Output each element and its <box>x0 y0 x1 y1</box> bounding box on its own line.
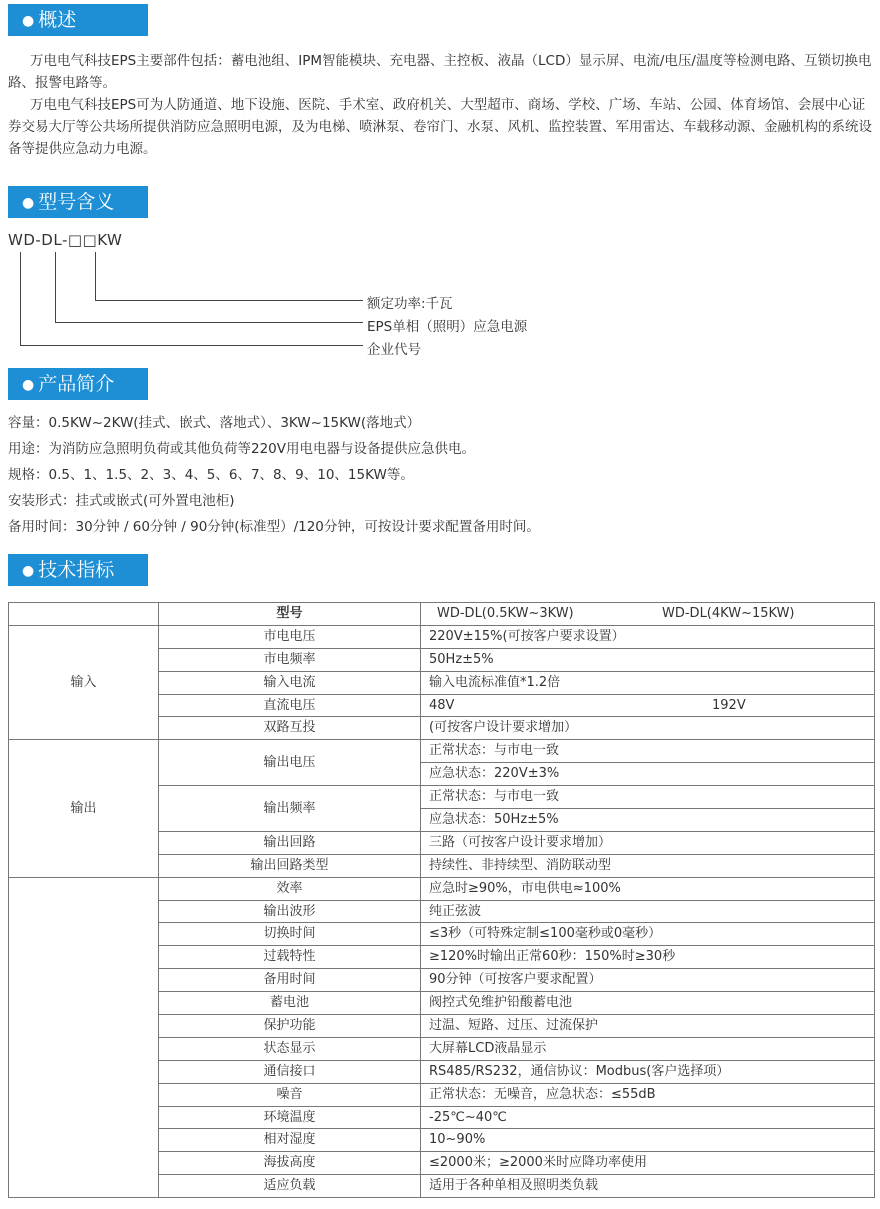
row-name: 切换时间 <box>159 923 421 946</box>
row-value: 正常状态：与市电一致 <box>421 786 875 809</box>
row-value-split <box>421 694 875 717</box>
row-name: 蓄电池 <box>159 992 421 1015</box>
intro-usage: 用途：为消防应急照明负荷或其他负荷等220V用电电器与设备提供应急供电。 <box>8 441 476 457</box>
intro-spec: 规格：0.5、1、1.5、2、3、4、5、6、7、8、9、10、15KW等。 <box>8 467 414 483</box>
bullet-icon: ● <box>22 13 35 29</box>
row-name: 输入电流 <box>159 671 421 694</box>
bullet-icon: ● <box>22 377 35 393</box>
row-name: 输出回路类型 <box>159 854 421 877</box>
row-name: 状态显示 <box>159 1037 421 1060</box>
section-header-overview <box>8 4 148 36</box>
row-value: 过温、短路、过压、过流保护 <box>421 1015 875 1038</box>
row-name: 双路互投 <box>159 717 421 740</box>
row-name: 直流电压 <box>159 694 421 717</box>
group-input: 输入 <box>9 625 159 739</box>
section-title: 技术指标 <box>38 559 115 581</box>
table-row <box>9 740 875 763</box>
row-name: 通信接口 <box>159 1060 421 1083</box>
row-name: 噪音 <box>159 1083 421 1106</box>
section-header-model <box>8 186 148 218</box>
row-value: 220V±15%(可按客户要求设置） <box>421 625 875 648</box>
section-title: 概述 <box>38 9 77 31</box>
header-models <box>421 603 875 626</box>
row-value: 持续性、非持续型、消防联动型 <box>421 854 875 877</box>
row-value: 三路（可按客户设计要求增加） <box>421 831 875 854</box>
intro-capacity: 容量：0.5KW~2KW(挂式、嵌式、落地式）、3KW~15KW(落地式） <box>8 415 421 431</box>
legend-line <box>20 345 363 346</box>
section-header-intro <box>8 368 148 400</box>
row-value: 90分钟（可按客户要求配置） <box>421 969 875 992</box>
row-value: 适用于各种单相及照明类负载 <box>421 1175 875 1198</box>
row-name: 保护功能 <box>159 1015 421 1038</box>
section-title: 型号含义 <box>38 191 115 213</box>
bullet-icon: ● <box>22 563 35 579</box>
overview-paragraph-1: 万电电气科技EPS主要部件包括：蓄电池组、IPM智能模块、充电器、主控板、液晶（LCD）显示屏、电流/电压/温度等检测电路、互锁切换电路、报警电路等。 <box>8 53 872 91</box>
row-value: ≤3秒（可特殊定制≤100毫秒或0毫秒） <box>421 923 875 946</box>
bullet-icon: ● <box>22 195 35 211</box>
row-name: 效率 <box>159 877 421 900</box>
intro-backup-time: 备用时间：30分钟 / 60分钟 / 90分钟(标准型）/120分钟，可按设计要求配置备用时间。 <box>8 519 540 535</box>
legend-power: 额定功率:千瓦 <box>367 296 453 312</box>
table-row <box>9 625 875 648</box>
row-value: 正常状态：无噪音，应急状态：≤55dB <box>421 1083 875 1106</box>
row-name: 输出回路 <box>159 831 421 854</box>
row-name: 适应负载 <box>159 1175 421 1198</box>
model-code: WD-DL-□□KW <box>8 231 123 249</box>
row-name: 输出波形 <box>159 900 421 923</box>
header-model-large: WD-DL(4KW~15KW) <box>662 605 795 621</box>
legend-line <box>55 252 56 323</box>
section-title: 产品简介 <box>38 373 115 395</box>
table-cell <box>9 603 159 626</box>
intro-install: 安装形式：挂式或嵌式(可外置电池柜) <box>8 493 235 509</box>
row-name: 市电频率 <box>159 648 421 671</box>
group-output: 输出 <box>9 740 159 877</box>
group-general <box>9 877 159 1197</box>
row-value: (可按客户设计要求增加） <box>421 717 875 740</box>
row-value: 192V <box>712 697 746 713</box>
row-value: 10~90% <box>421 1129 875 1152</box>
header-model: 型号 <box>159 603 421 626</box>
row-value: 应急时≥90%，市电供电≈100% <box>421 877 875 900</box>
table-row <box>9 877 875 900</box>
header-model-small: WD-DL(0.5KW~3KW) <box>437 605 574 621</box>
row-value: 正常状态：与市电一致 <box>421 740 875 763</box>
row-value: -25℃~40℃ <box>421 1106 875 1129</box>
row-value: 50Hz±5% <box>421 648 875 671</box>
row-name: 相对湿度 <box>159 1129 421 1152</box>
row-name: 备用时间 <box>159 969 421 992</box>
row-value: 输入电流标准值*1.2倍 <box>421 671 875 694</box>
row-name: 过载特性 <box>159 946 421 969</box>
section-header-spec <box>8 554 148 586</box>
row-value: ≥120%时输出正常60秒：150%时≥30秒 <box>421 946 875 969</box>
overview-paragraph-2: 万电电气科技EPS可为人防通道、地下设施、医院、手术室、政府机关、大型超市、商场、学校、广场、车站、公园、体育场馆、会展中心证券交易大厅等公共场所提供消防应急照明电源，及为电梯、喷淋泵、卷帘门、水泵、风机、监控装置、军用雷达、车载移动源、金融机构的系统设备等提供应急动力电源。 <box>8 97 872 157</box>
row-value: 应急状态：50Hz±5% <box>421 809 875 832</box>
legend-line <box>55 322 363 323</box>
row-name: 环境温度 <box>159 1106 421 1129</box>
row-value: 48V <box>429 697 455 713</box>
legend-line <box>20 252 21 346</box>
row-name: 输出电压 <box>159 740 421 786</box>
spec-table <box>8 602 875 1198</box>
row-name: 海拔高度 <box>159 1152 421 1175</box>
row-value: 应急状态：220V±3% <box>421 763 875 786</box>
row-value: 阀控式免维护铅酸蓄电池 <box>421 992 875 1015</box>
row-name: 市电电压 <box>159 625 421 648</box>
row-name: 输出频率 <box>159 786 421 832</box>
legend-line <box>95 300 363 301</box>
row-value: 大屏幕LCD液晶显示 <box>421 1037 875 1060</box>
legend-eps-type: EPS单相（照明）应急电源 <box>367 319 528 335</box>
row-value: ≤2000米；≥2000米时应降功率使用 <box>421 1152 875 1175</box>
row-value: 纯正弦波 <box>421 900 875 923</box>
table-header-row <box>9 603 875 626</box>
legend-company-code: 企业代号 <box>367 342 421 358</box>
row-value: RS485/RS232，通信协议：Modbus(客户选择项） <box>421 1060 875 1083</box>
legend-line <box>95 252 96 301</box>
